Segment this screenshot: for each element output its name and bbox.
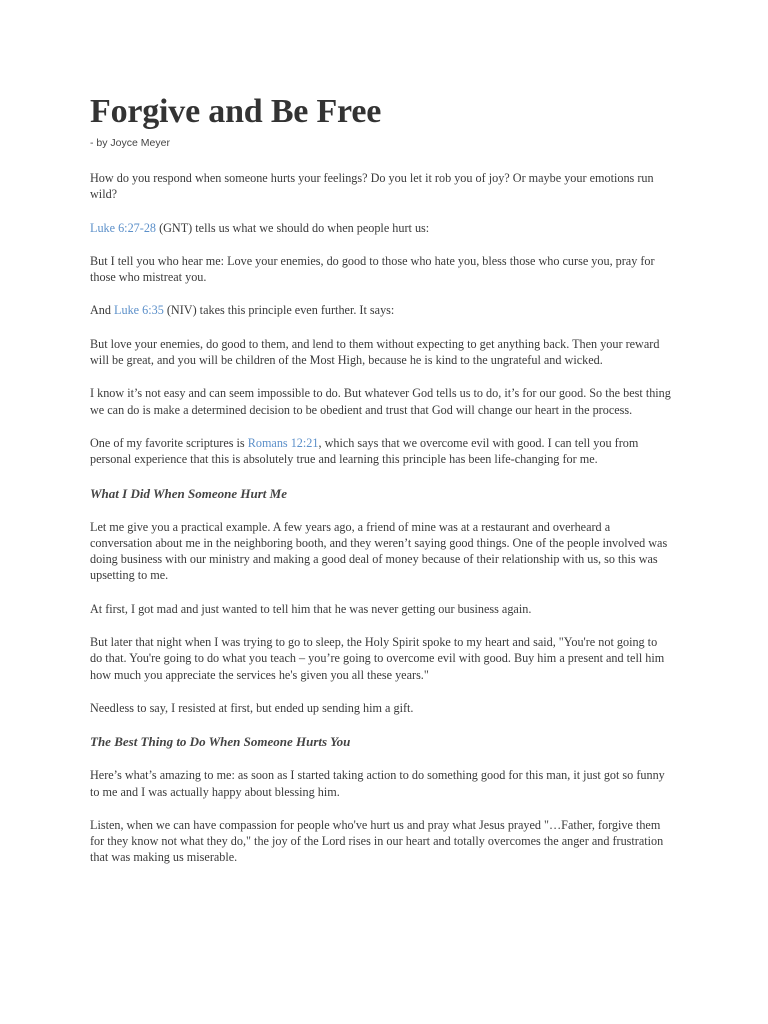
section-heading-what-i-did: What I Did When Someone Hurt Me (90, 485, 287, 501)
paragraph-luke-6-35-reference (90, 302, 672, 318)
paragraph-text: (NIV) takes this principle even further. It says: (163, 303, 395, 318)
paragraph-text: (GNT) tells us what we should do when people hurt us: (156, 220, 430, 235)
scripture-link-luke-6-27[interactable]: Luke 6:27-28 (90, 220, 157, 235)
paragraph-compassion: Listen, when we can have compassion for people who've hurt us and pray what Jesus prayed "…Father, forgive them for they know not what they do," the joy of the Lord rises in our heart and totally overcomes the anger and frustration that was making us miserable. (90, 817, 664, 865)
article-title: Forgive and Be Free (90, 93, 382, 130)
paragraph-sent-gift: Needless to say, I resisted at first, but ended up sending him a gift. (90, 700, 414, 715)
scripture-link-luke-6-35[interactable]: Luke 6:35 (114, 303, 164, 318)
author-byline: - by Joyce Meyer (90, 137, 170, 149)
paragraph-luke-reference (90, 220, 672, 236)
paragraph-amazing: Here’s what’s amazing to me: as soon as I started taking action to do something good for this man, it just got so funny to me and I was actually happy about blessing him. (90, 768, 665, 799)
paragraph-romans-reference (90, 435, 672, 468)
paragraph-text: One of my favorite scriptures is (90, 435, 248, 450)
paragraph-text: And (90, 303, 115, 318)
paragraph-intro: How do you respond when someone hurts your feelings? Do you let it rob you of joy? Or maybe your emotions run wild? (90, 171, 654, 202)
paragraph-scripture-quote-1: But I tell you who hear me: Love your enemies, do good to those who hate you, bless those who curse you, pray for those who mistreat you. (90, 253, 655, 285)
paragraph-got-mad: At first, I got mad and just wanted to tell him that he was never getting our business again. (90, 601, 532, 616)
scripture-link-romans-12-21[interactable]: Romans 12:21 (247, 435, 319, 450)
paragraph-text: , which says that we overcome evil with good. I can tell you from personal experience that this is absolutely true and learning this principle has been life-changing for me. (90, 435, 639, 467)
section-heading-best-thing: The Best Thing to Do When Someone Hurts You (90, 734, 351, 750)
paragraph-obedience: I know it’s not easy and can seem impossible to do. But whatever God tells us to do, it’s for our good. So the best thing we can do is make a determined decision to be obedient and trust that God will change our heart in the process. (90, 386, 671, 417)
article (90, 92, 672, 883)
paragraph-holy-spirit: But later that night when I was trying to go to sleep, the Holy Spirit spoke to my heart and said, "You're not going to do that. You're going to do what you teach – you’re going to overcome evil with good. Buy him a present and tell him how much you appreciate the services he's given you all these years." (90, 635, 665, 682)
paragraph-scripture-quote-2: But love your enemies, do good to them, and lend to them without expecting to get anything back. Then your reward will be great, and you will be children of the Most High, because he is kind to the ungrateful and wicked. (90, 336, 660, 368)
paragraph-practical-example: Let me give you a practical example. A few years ago, a friend of mine was at a restaurant and overheard a conversation about me in the neighboring booth, and they weren’t saying good things. One of the people involved was doing business with our ministry and making a good deal of money because of their relationship with us, so this was upsetting to me. (90, 519, 668, 583)
